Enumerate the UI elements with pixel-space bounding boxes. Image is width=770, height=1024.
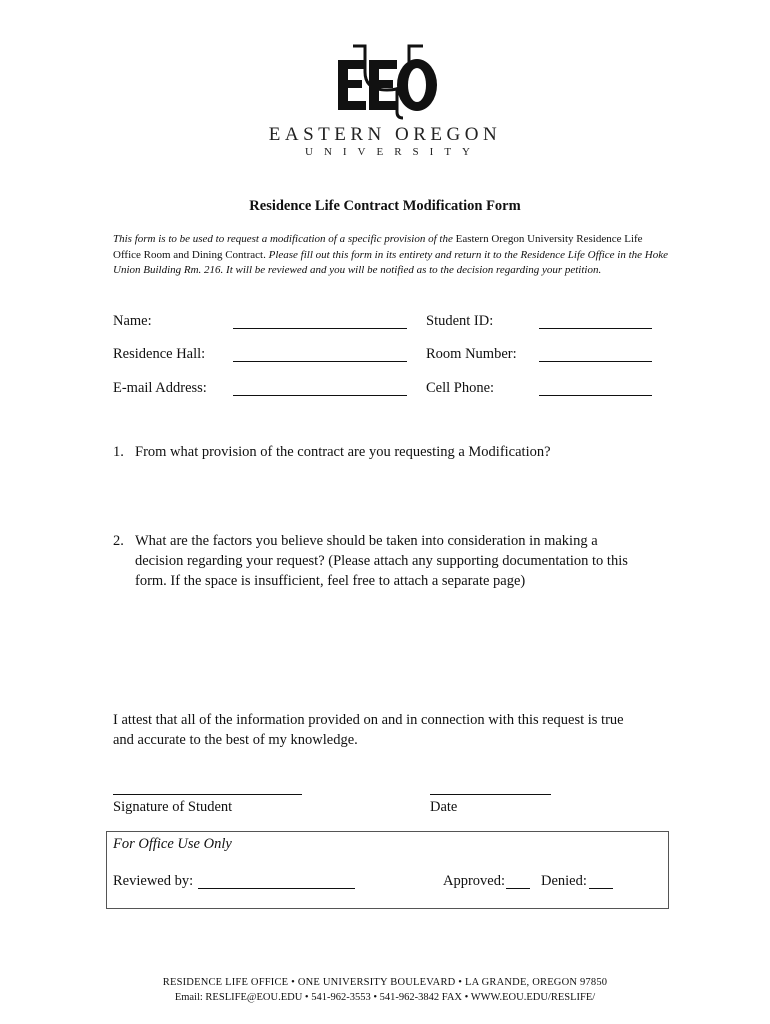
question-2-line1: What are the factors you believe should be taken into consideration in making a bbox=[135, 533, 598, 549]
date-label: Date bbox=[430, 799, 458, 815]
approved-field[interactable] bbox=[506, 888, 530, 889]
approved-label: Approved: bbox=[443, 873, 506, 889]
university-logo bbox=[335, 42, 445, 120]
attestation-line1: I attest that all of the information provided on and in connection with this request is true bbox=[113, 712, 624, 728]
question-1 bbox=[113, 442, 673, 464]
student-id-field[interactable] bbox=[539, 328, 652, 329]
cell-phone-label: Cell Phone: bbox=[426, 380, 495, 396]
question-1-answer-area[interactable] bbox=[113, 466, 673, 526]
footer-contact: Email: RESLIFE@EOU.EDU • 541-962-3553 • 541-962-3842 FAX • WWW.EOU.EDU/RESLIFE/ bbox=[174, 992, 596, 1003]
denied-field[interactable] bbox=[589, 888, 613, 889]
email-field[interactable] bbox=[233, 395, 407, 396]
reviewed-by-field[interactable] bbox=[198, 888, 355, 889]
question-1-text: From what provision of the contract are you requesting a Modification? bbox=[135, 444, 551, 460]
attestation-line2: and accurate to the best of my knowledge. bbox=[113, 732, 358, 748]
signature-label: Signature of Student bbox=[113, 799, 233, 815]
name-field[interactable] bbox=[233, 328, 407, 329]
question-2-number: 2. bbox=[113, 533, 124, 549]
date-field[interactable] bbox=[430, 794, 551, 795]
university-name: EASTERN OREGON bbox=[268, 124, 502, 145]
form-title: Residence Life Contract Modification Form bbox=[249, 198, 521, 214]
question-2-line2: decision regarding your request? (Please attach any supporting documentation to this bbox=[135, 553, 628, 569]
question-2 bbox=[113, 531, 673, 593]
residence-hall-label: Residence Hall: bbox=[113, 346, 206, 362]
email-label: E-mail Address: bbox=[113, 380, 207, 396]
university-subtitle: UNIVERSITY bbox=[305, 146, 481, 158]
question-2-line3: form. If the space is insufficient, feel free to attach a separate page) bbox=[135, 573, 526, 589]
office-use-box bbox=[106, 831, 669, 909]
intro-part2: Eastern Oregon University Residence Life Office Room and Dining Contract. bbox=[113, 233, 643, 261]
form-intro bbox=[113, 232, 673, 279]
room-number-field[interactable] bbox=[539, 361, 652, 362]
attestation-statement bbox=[113, 710, 673, 750]
room-number-label: Room Number: bbox=[426, 346, 517, 362]
reviewed-by-label: Reviewed by: bbox=[113, 873, 194, 889]
signature-field[interactable] bbox=[113, 794, 302, 795]
intro-part1: This form is to be used to request a modification of a specific provision of the bbox=[113, 233, 453, 245]
name-label: Name: bbox=[113, 313, 152, 329]
office-use-title: For Office Use Only bbox=[113, 836, 232, 852]
student-id-label: Student ID: bbox=[426, 313, 494, 329]
intro-part3: Please fill out this form in its entirety and return it to the Residence Life Office in the Hoke Union Building Rm. 216. It will be reviewed and you will be notified as to the decision regarding your petition. bbox=[113, 248, 668, 276]
cell-phone-field[interactable] bbox=[539, 395, 652, 396]
eou-logo-icon bbox=[335, 42, 445, 120]
question-1-number: 1. bbox=[113, 444, 124, 460]
question-2-answer-area[interactable] bbox=[113, 596, 673, 701]
residence-hall-field[interactable] bbox=[233, 361, 407, 362]
footer-address: RESIDENCE LIFE OFFICE • ONE UNIVERSITY BOULEVARD • LA GRANDE, OREGON 97850 bbox=[162, 977, 608, 988]
denied-label: Denied: bbox=[541, 873, 587, 889]
